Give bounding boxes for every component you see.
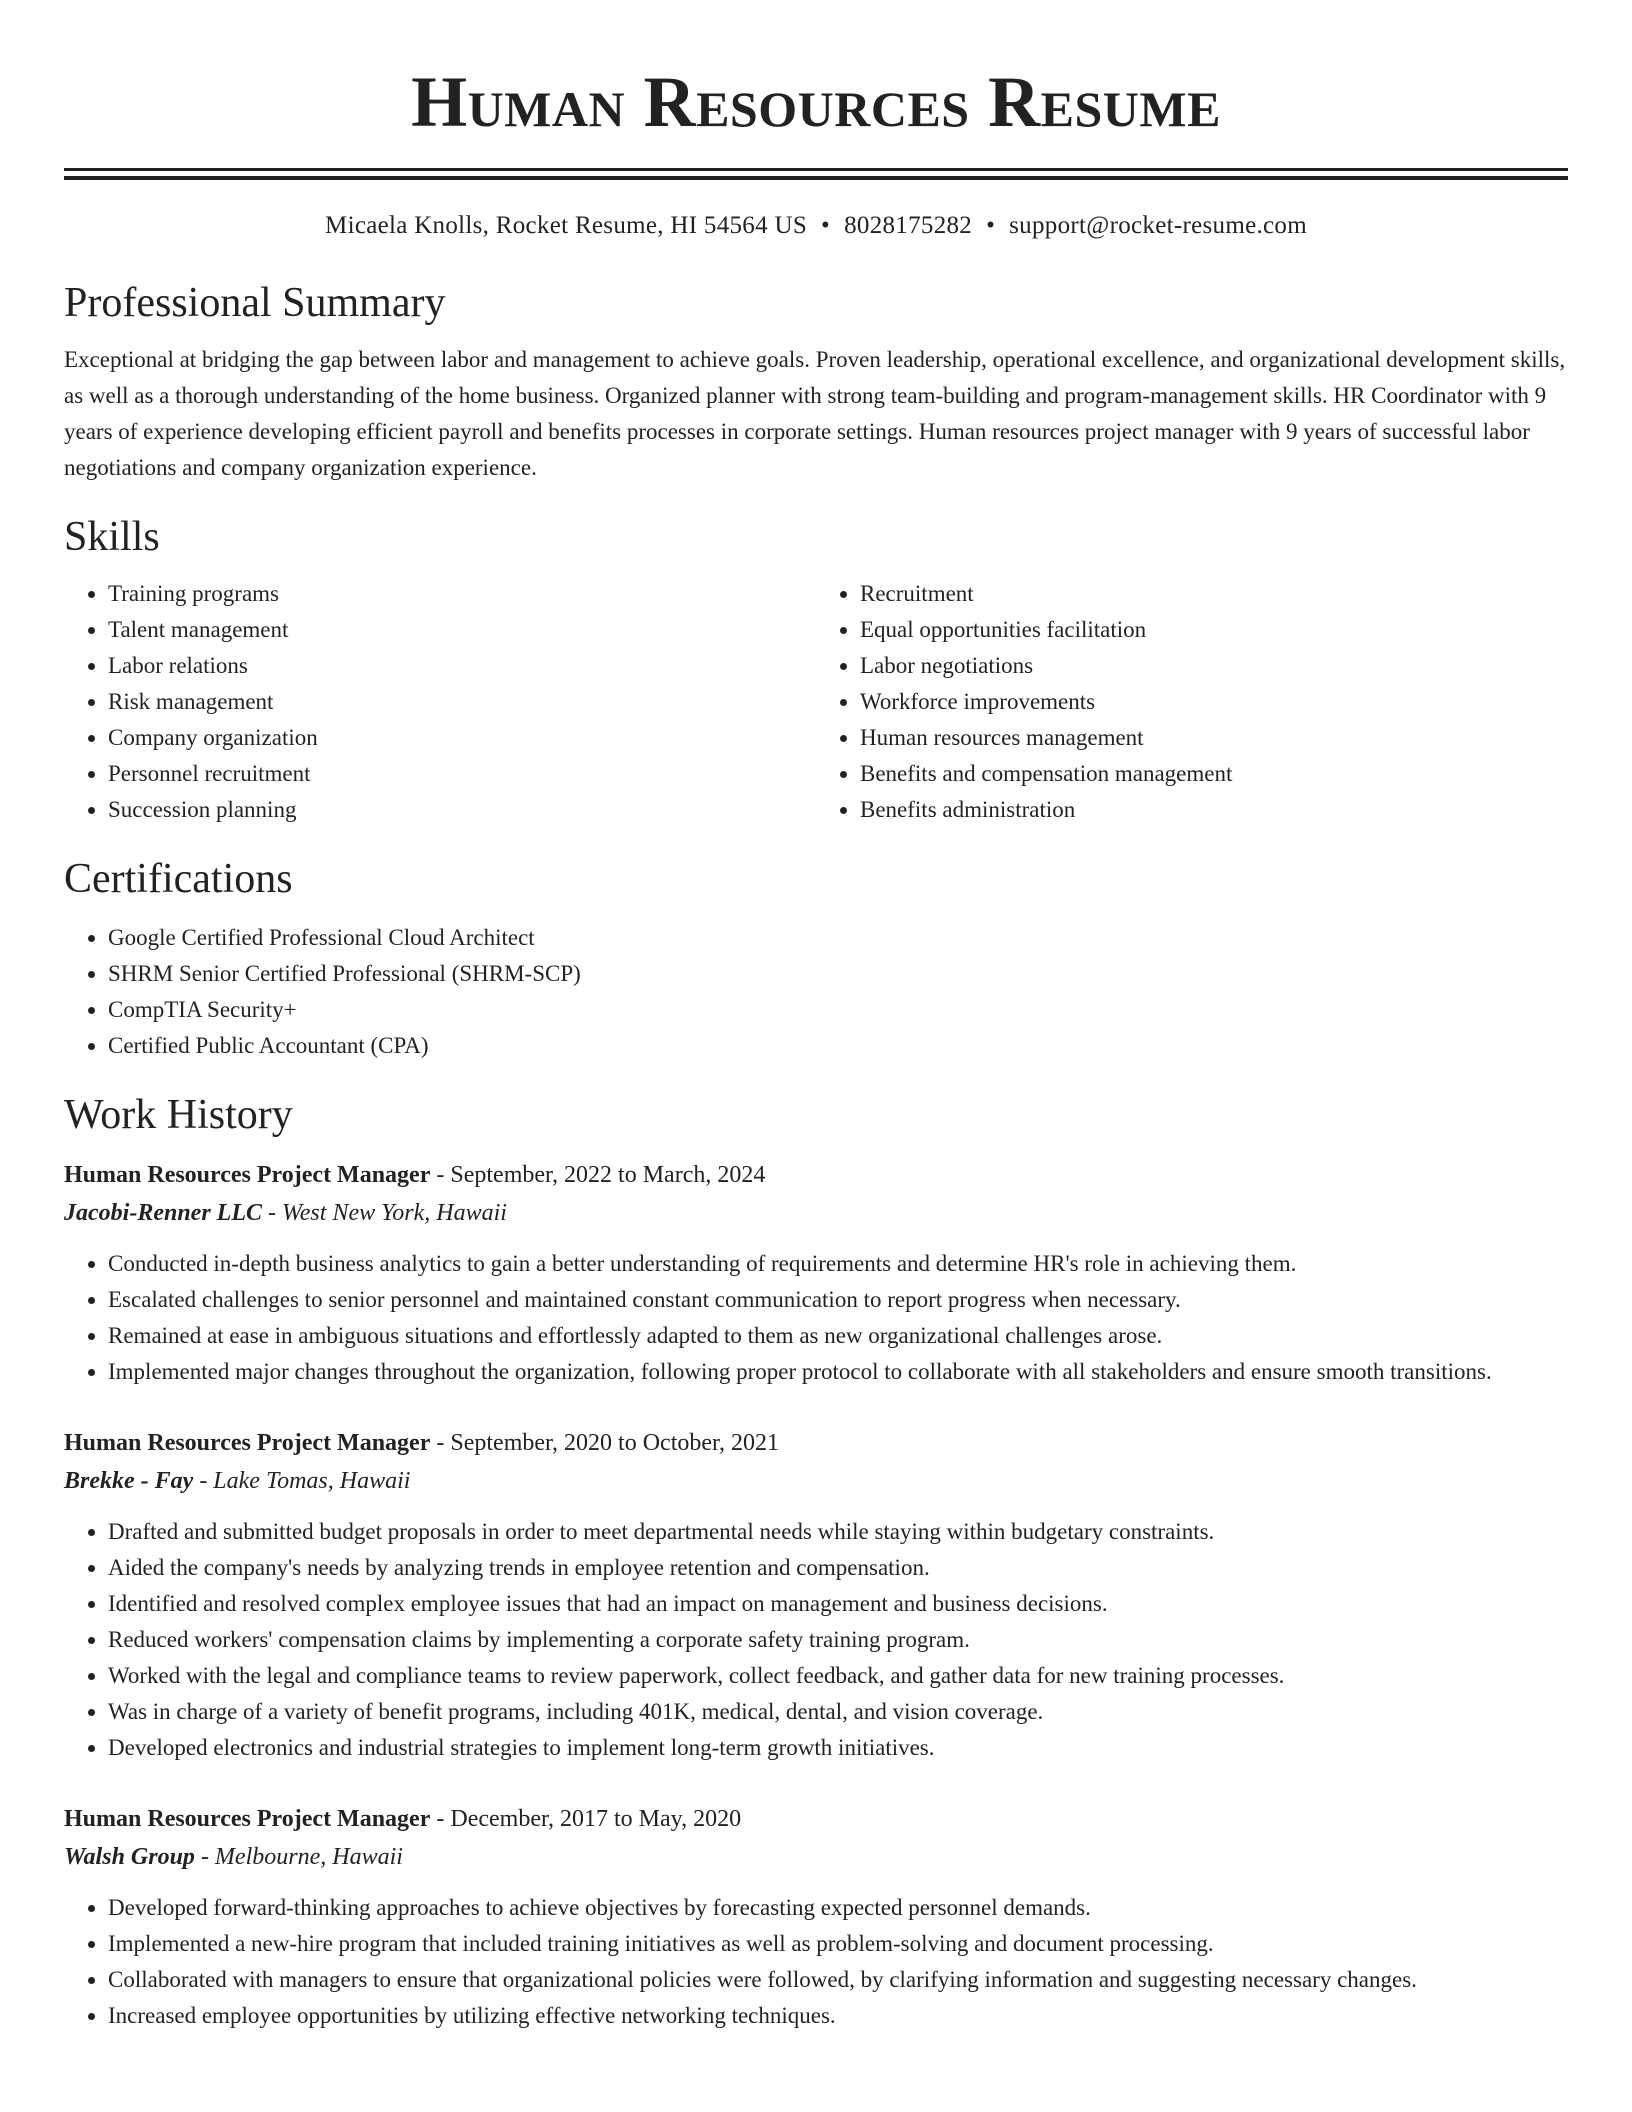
job-company: Brekke - Fay bbox=[64, 1468, 194, 1494]
job-role: Human Resources Project Manager bbox=[64, 1806, 431, 1832]
job-bullet: • Worked with the legal and compliance teams to review paperwork, collect feedback, and gather data for new training processes. bbox=[108, 1658, 1568, 1694]
skill-item: • Training programs bbox=[108, 576, 816, 612]
job-location: - West New York, Hawaii bbox=[262, 1200, 507, 1226]
contact-address: Micaela Knolls, Rocket Resume, HI 54564 US bbox=[325, 212, 808, 239]
skill-item: • Personnel recruitment bbox=[108, 756, 816, 792]
job-company-line bbox=[64, 1838, 1568, 1876]
certifications-list bbox=[64, 920, 1568, 1064]
job-title-line bbox=[64, 1800, 1568, 1838]
certification-item: • SHRM Senior Certified Professional (SHRM-SCP) bbox=[108, 956, 1568, 992]
title-divider bbox=[64, 168, 1568, 180]
job-dates: - September, 2022 to March, 2024 bbox=[430, 1162, 766, 1188]
skills-heading: Skills bbox=[64, 514, 160, 560]
job-title-line bbox=[64, 1156, 1568, 1194]
job-entry bbox=[64, 1424, 1568, 1766]
skill-item: • Company organization bbox=[108, 720, 816, 756]
job-bullet: • Reduced workers' compensation claims by implementing a corporate safety training program. bbox=[108, 1622, 1568, 1658]
skills-list-left bbox=[64, 576, 816, 828]
certification-item: • Certified Public Accountant (CPA) bbox=[108, 1028, 1568, 1064]
certification-item: • CompTIA Security+ bbox=[108, 992, 1568, 1028]
skill-item: • Workforce improvements bbox=[860, 684, 1568, 720]
job-bullet: • Implemented major changes throughout the organization, following proper protocol to collaborate with all stakeholders and ensure smooth transitions. bbox=[108, 1354, 1568, 1390]
job-company-line bbox=[64, 1194, 1568, 1232]
contact-email: support@rocket-resume.com bbox=[1009, 212, 1307, 239]
job-location: - Melbourne, Hawaii bbox=[194, 1844, 403, 1870]
skill-item: • Human resources management bbox=[860, 720, 1568, 756]
job-bullet: • Drafted and submitted budget proposals in order to meet departmental needs while staying within budgetary constraints. bbox=[108, 1514, 1568, 1550]
job-entry bbox=[64, 1156, 1568, 1390]
job-bullet: • Developed forward-thinking approaches to achieve objectives by forecasting expected personnel demands. bbox=[108, 1890, 1568, 1926]
job-bullets bbox=[64, 1514, 1568, 1766]
skill-item: • Risk management bbox=[108, 684, 816, 720]
contact-separator: • bbox=[821, 212, 831, 239]
skills-list-right bbox=[816, 576, 1568, 828]
job-bullet: • Remained at ease in ambiguous situations and effortlessly adapted to them as new organizational challenges arose. bbox=[108, 1318, 1568, 1354]
job-bullet: • Implemented a new-hire program that included training initiatives as well as problem-solving and document processing. bbox=[108, 1926, 1568, 1962]
contact-separator: • bbox=[986, 212, 996, 239]
job-title-line bbox=[64, 1424, 1568, 1462]
skill-item: • Benefits and compensation management bbox=[860, 756, 1568, 792]
contact-line bbox=[64, 210, 1568, 242]
work-history-heading: Work History bbox=[64, 1092, 293, 1138]
job-bullets bbox=[64, 1890, 1568, 2034]
job-company-line bbox=[64, 1462, 1568, 1500]
job-dates: - December, 2017 to May, 2020 bbox=[430, 1806, 742, 1832]
summary-text: Exceptional at bridging the gap between labor and management to achieve goals. Proven leadership, operational excellence, and organizational development skills, as well as a thorough understanding of the home business. Organized planner with strong team-building and program-management skills. HR Coordinator with 9 years of experience developing efficient payroll and benefits processes in corporate settings. Human resources project manager with 9 years of successful labor negotiations and company organization experience. bbox=[64, 347, 1566, 480]
job-bullet: • Escalated challenges to senior personnel and maintained constant communication to report progress when necessary. bbox=[108, 1282, 1568, 1318]
contact-phone: 8028175282 bbox=[844, 212, 973, 239]
job-location: - Lake Tomas, Hawaii bbox=[193, 1468, 411, 1494]
job-company: Walsh Group bbox=[64, 1844, 195, 1870]
skill-item: • Labor negotiations bbox=[860, 648, 1568, 684]
job-bullet: • Collaborated with managers to ensure that organizational policies were followed, by clarifying information and suggesting necessary changes. bbox=[108, 1962, 1568, 1998]
resume-title: Human Resources Resume bbox=[411, 62, 1221, 142]
job-bullet: • Developed electronics and industrial strategies to implement long-term growth initiatives. bbox=[108, 1730, 1568, 1766]
job-bullet: • Conducted in-depth business analytics to gain a better understanding of requirements and determine HR's role in achieving them. bbox=[108, 1246, 1568, 1282]
job-company: Jacobi-Renner LLC bbox=[64, 1200, 262, 1226]
resume-page bbox=[64, 0, 1568, 2034]
skill-item: • Equal opportunities facilitation bbox=[860, 612, 1568, 648]
summary-heading: Professional Summary bbox=[64, 280, 446, 326]
job-bullet: • Increased employee opportunities by utilizing effective networking techniques. bbox=[108, 1998, 1568, 2034]
skill-item: • Succession planning bbox=[108, 792, 816, 828]
job-entry bbox=[64, 1800, 1568, 2034]
skill-item: • Benefits administration bbox=[860, 792, 1568, 828]
skills-columns bbox=[64, 576, 1568, 828]
skill-item: • Recruitment bbox=[860, 576, 1568, 612]
job-bullet: • Aided the company's needs by analyzing trends in employee retention and compensation. bbox=[108, 1550, 1568, 1586]
job-role: Human Resources Project Manager bbox=[64, 1162, 431, 1188]
certifications-heading: Certifications bbox=[64, 856, 293, 902]
certification-item: • Google Certified Professional Cloud Architect bbox=[108, 920, 1568, 956]
skill-item: • Labor relations bbox=[108, 648, 816, 684]
job-bullets bbox=[64, 1246, 1568, 1390]
skill-item: • Talent management bbox=[108, 612, 816, 648]
job-bullet: • Identified and resolved complex employee issues that had an impact on management and business decisions. bbox=[108, 1586, 1568, 1622]
job-bullet: • Was in charge of a variety of benefit programs, including 401K, medical, dental, and vision coverage. bbox=[108, 1694, 1568, 1730]
job-dates: - September, 2020 to October, 2021 bbox=[430, 1430, 780, 1456]
job-role: Human Resources Project Manager bbox=[64, 1430, 431, 1456]
